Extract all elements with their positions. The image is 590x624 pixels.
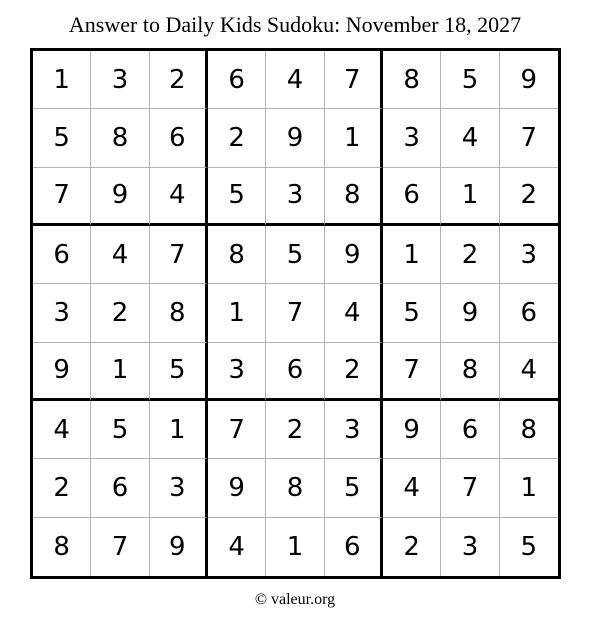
- sudoku-cell-r2c2: 8: [91, 109, 149, 167]
- sudoku-cell-r5c6: 4: [325, 284, 383, 342]
- sudoku-cell-r8c7: 4: [383, 459, 441, 517]
- sudoku-cell-r2c6: 1: [325, 109, 383, 167]
- sudoku-cell-r8c2: 6: [91, 459, 149, 517]
- sudoku-cell-r5c8: 9: [441, 284, 499, 342]
- sudoku-cell-r2c4: 2: [208, 109, 266, 167]
- sudoku-cell-r3c4: 5: [208, 168, 266, 226]
- sudoku-cell-r1c8: 5: [441, 51, 499, 109]
- sudoku-cell-r1c3: 2: [150, 51, 208, 109]
- sudoku-cell-r2c5: 9: [266, 109, 324, 167]
- sudoku-cell-r1c4: 6: [208, 51, 266, 109]
- sudoku-cell-r7c9: 8: [500, 401, 558, 459]
- sudoku-cell-r9c4: 4: [208, 518, 266, 576]
- sudoku-cell-r4c3: 7: [150, 226, 208, 284]
- sudoku-cell-r8c1: 2: [33, 459, 91, 517]
- sudoku-cell-r6c1: 9: [33, 343, 91, 401]
- sudoku-cell-r2c8: 4: [441, 109, 499, 167]
- sudoku-cell-r8c8: 7: [441, 459, 499, 517]
- sudoku-cell-r2c7: 3: [383, 109, 441, 167]
- sudoku-cell-r6c8: 8: [441, 343, 499, 401]
- sudoku-cell-r2c9: 7: [500, 109, 558, 167]
- sudoku-cell-r9c7: 2: [383, 518, 441, 576]
- sudoku-cell-r9c2: 7: [91, 518, 149, 576]
- sudoku-cell-r9c1: 8: [33, 518, 91, 576]
- sudoku-cell-r5c5: 7: [266, 284, 324, 342]
- sudoku-cell-r8c4: 9: [208, 459, 266, 517]
- sudoku-board: [30, 48, 561, 579]
- sudoku-cell-r8c9: 1: [500, 459, 558, 517]
- sudoku-cell-r3c7: 6: [383, 168, 441, 226]
- sudoku-cell-r7c4: 7: [208, 401, 266, 459]
- sudoku-cell-r3c1: 7: [33, 168, 91, 226]
- sudoku-cell-r7c5: 2: [266, 401, 324, 459]
- sudoku-cell-r5c9: 6: [500, 284, 558, 342]
- sudoku-cell-r9c3: 9: [150, 518, 208, 576]
- sudoku-cell-r1c6: 7: [325, 51, 383, 109]
- sudoku-cell-r1c5: 4: [266, 51, 324, 109]
- sudoku-cell-r4c4: 8: [208, 226, 266, 284]
- sudoku-cell-r2c3: 6: [150, 109, 208, 167]
- sudoku-cell-r6c9: 4: [500, 343, 558, 401]
- sudoku-cell-r5c7: 5: [383, 284, 441, 342]
- sudoku-cell-r2c1: 5: [33, 109, 91, 167]
- sudoku-cell-r7c1: 4: [33, 401, 91, 459]
- sudoku-cell-r5c2: 2: [91, 284, 149, 342]
- sudoku-cell-r4c8: 2: [441, 226, 499, 284]
- sudoku-cell-r7c6: 3: [325, 401, 383, 459]
- sudoku-cell-r9c9: 5: [520, 531, 538, 562]
- sudoku-cell-r6c5: 6: [266, 343, 324, 401]
- sudoku-cell-r5c3: 8: [150, 284, 208, 342]
- sudoku-cell-r9c8: 3: [441, 518, 499, 576]
- sudoku-cell-r6c3: 5: [150, 343, 208, 401]
- sudoku-cell-r1c1: 1: [33, 51, 91, 109]
- sudoku-cell-r1c7: 8: [383, 51, 441, 109]
- sudoku-cell-r1c9: 9: [500, 51, 558, 109]
- sudoku-cell-r7c8: 6: [441, 401, 499, 459]
- sudoku-cell-r6c4: 3: [208, 343, 266, 401]
- sudoku-cell-r4c7: 1: [383, 226, 441, 284]
- sudoku-cell-r3c3: 4: [150, 168, 208, 226]
- sudoku-cell-r9c5: 1: [266, 518, 324, 576]
- sudoku-cell-r6c6: 2: [325, 343, 383, 401]
- copyright-notice: © valeur.org: [254, 591, 336, 608]
- sudoku-cell-r3c6: 8: [325, 168, 383, 226]
- sudoku-cell-r5c1: 3: [33, 284, 91, 342]
- sudoku-cell-r4c6: 9: [325, 226, 383, 284]
- sudoku-cell-r8c5: 8: [266, 459, 324, 517]
- sudoku-cell-r7c7: 9: [383, 401, 441, 459]
- sudoku-cell-r1c2: 3: [91, 51, 149, 109]
- page-title: Answer to Daily Kids Sudoku: November 18, 2027: [68, 12, 522, 37]
- sudoku-cell-r7c3: 1: [150, 401, 208, 459]
- sudoku-cell-r9c6: 6: [325, 518, 383, 576]
- sudoku-cell-r4c2: 4: [91, 226, 149, 284]
- sudoku-cell-r4c1: 6: [33, 226, 91, 284]
- sudoku-cell-r7c2: 5: [91, 401, 149, 459]
- sudoku-cell-r3c5: 3: [266, 168, 324, 226]
- sudoku-cell-r3c9: 2: [500, 168, 558, 226]
- sudoku-cell-r8c6: 5: [325, 459, 383, 517]
- sudoku-cell-r6c7: 7: [383, 343, 441, 401]
- sudoku-cell-r4c9: 3: [500, 226, 558, 284]
- sudoku-cell-r3c2: 9: [91, 168, 149, 226]
- sudoku-cell-r4c5: 5: [266, 226, 324, 284]
- sudoku-cell-r3c8: 1: [441, 168, 499, 226]
- sudoku-cell-r8c3: 3: [150, 459, 208, 517]
- sudoku-cell-r5c4: 1: [208, 284, 266, 342]
- sudoku-cell-r6c2: 1: [91, 343, 149, 401]
